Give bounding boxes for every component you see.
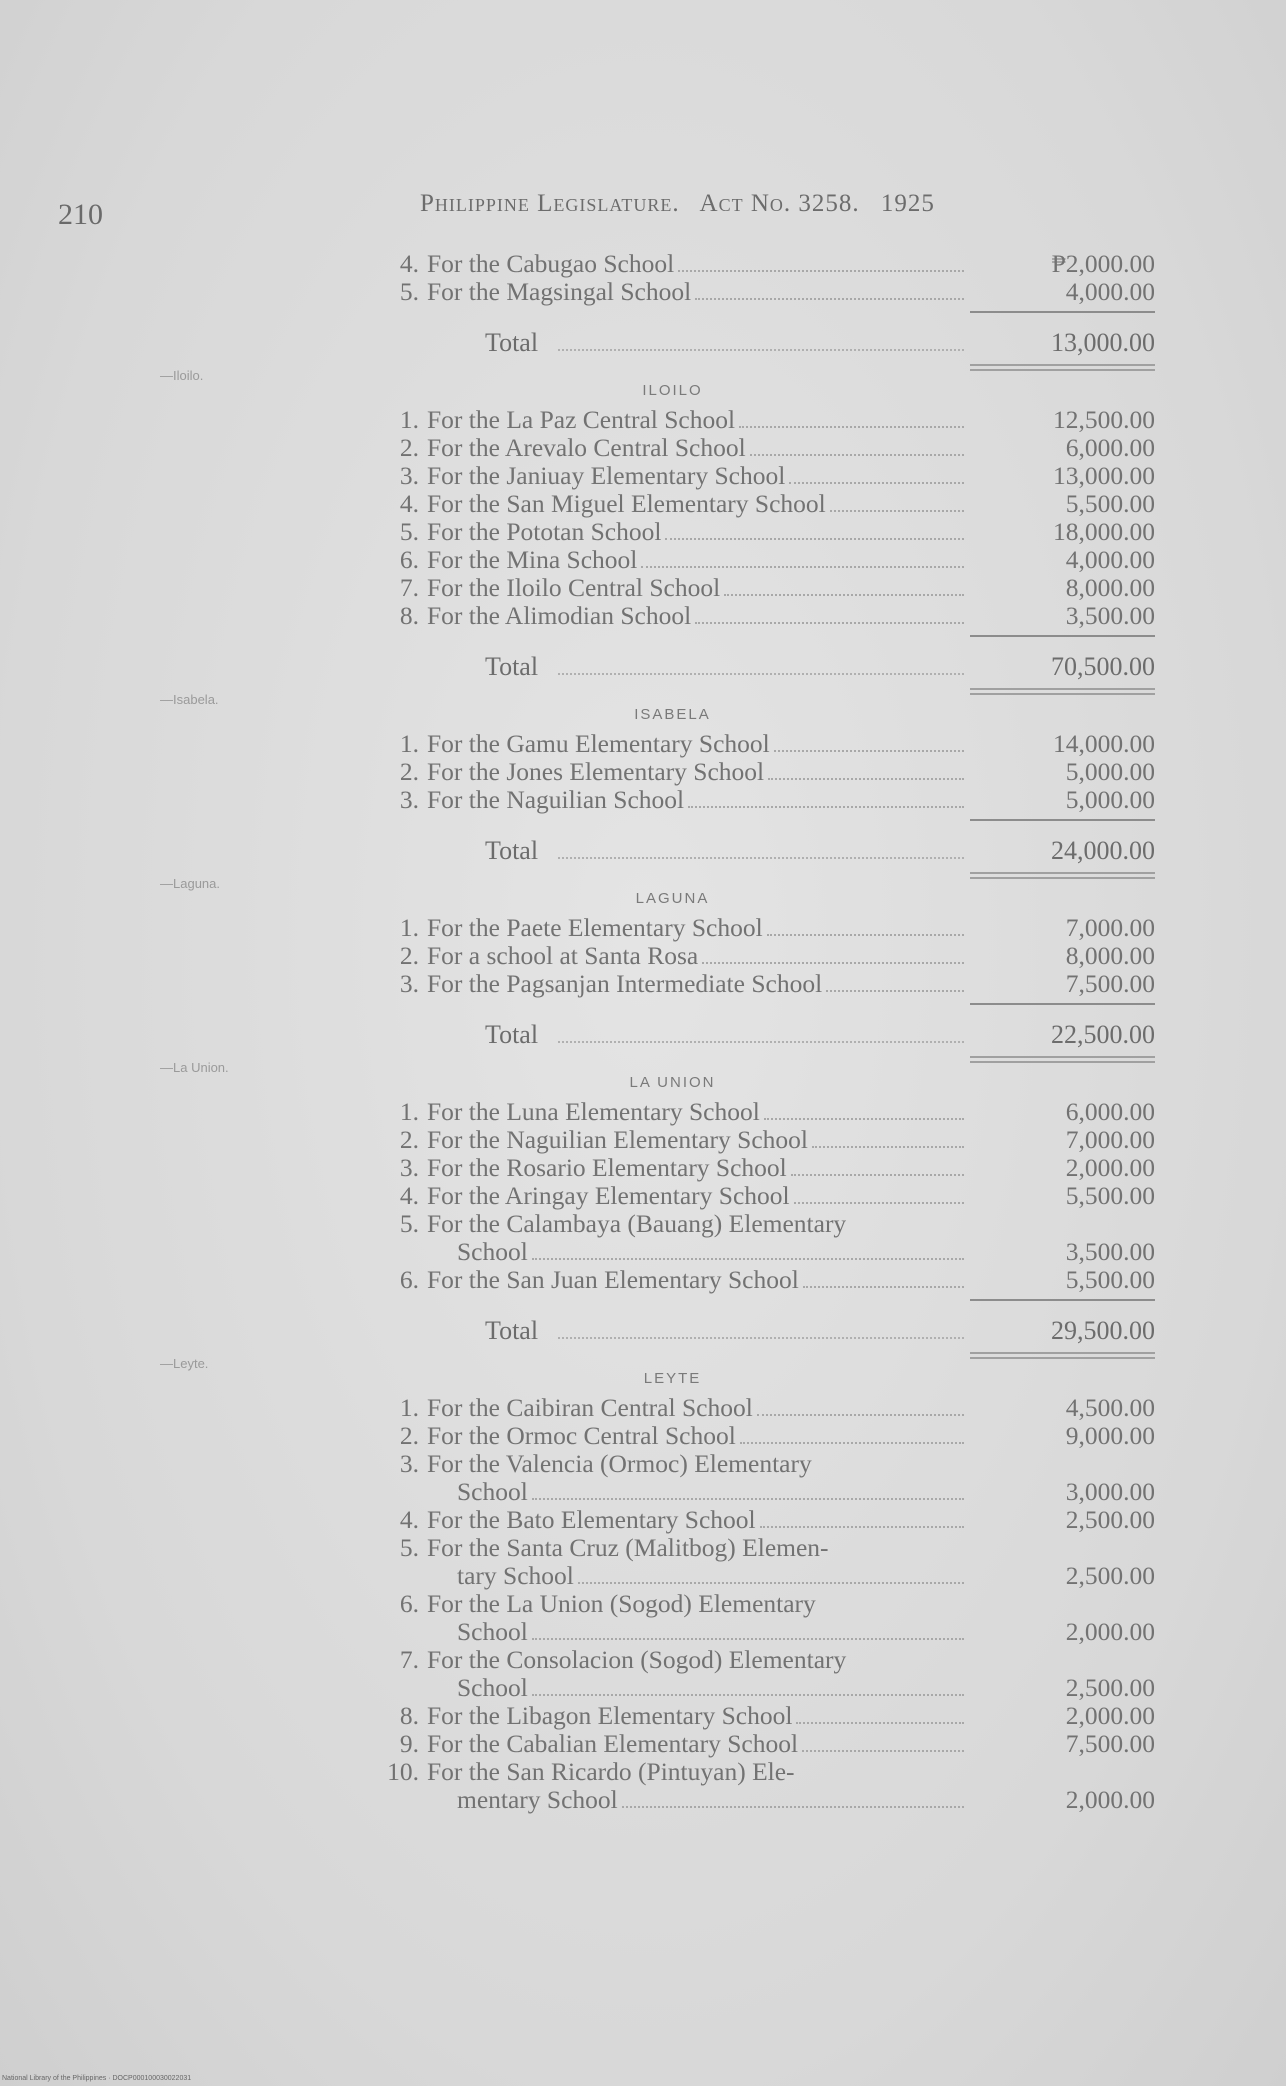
leader-dots bbox=[688, 805, 964, 808]
margin-note: —La Union. bbox=[160, 1060, 229, 1075]
leader-dots bbox=[578, 1581, 964, 1584]
item-line-wrap bbox=[375, 1450, 812, 1478]
item-amount: 4,500.00 bbox=[1065, 1393, 1155, 1422]
double-rule bbox=[375, 866, 1155, 884]
item-label bbox=[375, 1182, 970, 1210]
leader-dots bbox=[802, 1749, 964, 1752]
list-item bbox=[375, 518, 1155, 546]
list-item bbox=[375, 434, 1155, 462]
item-text-continued: School bbox=[457, 1617, 528, 1646]
item-label bbox=[375, 970, 970, 998]
total-amount: 70,500.00 bbox=[1051, 652, 1155, 681]
double-rule-line bbox=[970, 872, 1155, 879]
item-number: 2. bbox=[399, 757, 419, 786]
leader-dots bbox=[622, 1805, 964, 1808]
item-line-wrap bbox=[375, 1646, 846, 1674]
item-line bbox=[375, 1210, 970, 1238]
leader-dots bbox=[558, 1337, 964, 1339]
item-number: 5. bbox=[399, 1533, 419, 1562]
item-text: For the Ormoc Central School bbox=[427, 1421, 736, 1450]
item-amount: 3,500.00 bbox=[1065, 1237, 1155, 1266]
double-rule bbox=[375, 682, 1155, 700]
item-text: For the Mina School bbox=[427, 545, 638, 574]
sum-rule bbox=[375, 1294, 1155, 1306]
item-number: 6. bbox=[399, 1589, 419, 1618]
sum-rule bbox=[375, 814, 1155, 826]
section-heading: LEYTE bbox=[643, 1370, 702, 1387]
item-text: For the Naguilian School bbox=[427, 785, 685, 814]
section-heading: ILOILO bbox=[642, 382, 703, 399]
item-amount: 7,500.00 bbox=[1065, 969, 1155, 998]
item-text: For the Luna Elementary School bbox=[427, 1097, 760, 1126]
item-text: For the Valencia (Ormoc) Elementary bbox=[427, 1449, 812, 1478]
item-text: For the Pagsanjan Intermediate School bbox=[427, 969, 823, 998]
sum-rule bbox=[375, 998, 1155, 1010]
leader-dots bbox=[789, 481, 964, 484]
running-head bbox=[420, 190, 949, 218]
item-amount: 4,000.00 bbox=[1065, 545, 1155, 574]
item-text: For the San Juan Elementary School bbox=[427, 1265, 799, 1294]
leader-dots bbox=[558, 857, 964, 859]
item-number: 10. bbox=[387, 1757, 419, 1786]
item-number: 1. bbox=[399, 1097, 419, 1126]
item-line-wrap bbox=[375, 1210, 846, 1238]
item-line-wrap bbox=[375, 1534, 829, 1562]
leader-dots bbox=[665, 537, 964, 540]
item-amount: 2,500.00 bbox=[1065, 1505, 1155, 1534]
list-item bbox=[375, 786, 1155, 814]
total-label: Total bbox=[485, 328, 539, 357]
item-number: 1. bbox=[399, 405, 419, 434]
item-label bbox=[375, 730, 970, 758]
item-number: 5. bbox=[399, 277, 419, 306]
list-item bbox=[375, 490, 1155, 518]
total-label-wrap bbox=[375, 1316, 970, 1346]
item-label bbox=[375, 1394, 970, 1422]
item-text: For the La Union (Sogod) Elementary bbox=[427, 1589, 816, 1618]
item-label bbox=[375, 1590, 970, 1646]
total-label: Total bbox=[485, 836, 539, 865]
leader-dots bbox=[558, 349, 964, 351]
item-line-continued bbox=[375, 1562, 970, 1590]
leader-dots bbox=[768, 777, 964, 780]
margin-note: —Iloilo. bbox=[160, 368, 204, 383]
margin-note: —Isabela. bbox=[160, 692, 219, 707]
leader-dots bbox=[796, 1721, 964, 1724]
list-item bbox=[375, 1702, 1155, 1730]
leader-dots bbox=[740, 1441, 964, 1444]
item-amount: 5,500.00 bbox=[1065, 1265, 1155, 1294]
item-number: 3. bbox=[399, 1449, 419, 1478]
leader-dots bbox=[767, 933, 964, 936]
list-item bbox=[375, 546, 1155, 574]
item-number: 7. bbox=[399, 573, 419, 602]
item-number: 3. bbox=[399, 785, 419, 814]
double-rule bbox=[375, 1050, 1155, 1068]
item-number: 3. bbox=[399, 969, 419, 998]
sum-rule bbox=[375, 630, 1155, 642]
total-amount: 22,500.00 bbox=[1051, 1020, 1155, 1049]
list-item bbox=[375, 1590, 1155, 1646]
item-amount: 2,500.00 bbox=[1065, 1673, 1155, 1702]
running-head-act: Act No. 3258. bbox=[699, 190, 860, 217]
total-label: Total bbox=[485, 1316, 539, 1345]
leader-dots bbox=[702, 961, 964, 964]
list-item bbox=[375, 1098, 1155, 1126]
double-rule-line bbox=[970, 364, 1155, 371]
item-text: For the San Ricardo (Pintuyan) Ele- bbox=[427, 1757, 795, 1786]
item-amount: 12,500.00 bbox=[1053, 405, 1155, 434]
leader-dots bbox=[830, 509, 964, 512]
list-item bbox=[375, 942, 1155, 970]
item-amount: 5,000.00 bbox=[1065, 785, 1155, 814]
item-number: 2. bbox=[399, 433, 419, 462]
item-line bbox=[375, 1450, 970, 1478]
list-item bbox=[375, 406, 1155, 434]
item-text: For a school at Santa Rosa bbox=[427, 941, 699, 970]
item-label bbox=[375, 1098, 970, 1126]
item-amount: 4,000.00 bbox=[1065, 277, 1155, 306]
list-item bbox=[375, 462, 1155, 490]
footer-credit: National Library of the Philippines · DOCP000100030022031 bbox=[2, 2075, 192, 2082]
list-item bbox=[375, 278, 1155, 306]
item-label bbox=[375, 406, 970, 434]
total-label: Total bbox=[485, 1020, 539, 1049]
item-amount: 7,000.00 bbox=[1065, 913, 1155, 942]
item-number: 5. bbox=[399, 1209, 419, 1238]
margin-note: —Laguna. bbox=[160, 876, 220, 891]
item-label bbox=[375, 462, 970, 490]
item-line bbox=[375, 1534, 970, 1562]
province-section bbox=[375, 700, 1155, 884]
leader-dots bbox=[791, 1173, 964, 1176]
item-label bbox=[375, 250, 970, 278]
item-number: 3. bbox=[399, 461, 419, 490]
item-text: For the Pototan School bbox=[427, 517, 662, 546]
item-amount: 5,500.00 bbox=[1065, 489, 1155, 518]
item-label bbox=[375, 1266, 970, 1294]
item-amount: 6,000.00 bbox=[1065, 1097, 1155, 1126]
item-text: For the Magsingal School bbox=[427, 277, 692, 306]
item-text: For the Iloilo Central School bbox=[427, 573, 721, 602]
item-amount: 3,500.00 bbox=[1065, 601, 1155, 630]
list-item bbox=[375, 1154, 1155, 1182]
item-label bbox=[375, 1646, 970, 1702]
item-number: 8. bbox=[399, 1701, 419, 1730]
leader-dots bbox=[750, 453, 964, 456]
list-item bbox=[375, 1534, 1155, 1590]
item-line-continued bbox=[375, 1478, 970, 1506]
item-text: For the Cabugao School bbox=[427, 249, 675, 278]
item-number: 7. bbox=[399, 1645, 419, 1674]
total-row bbox=[375, 826, 1155, 866]
item-text-continued: tary School bbox=[457, 1561, 574, 1590]
item-label bbox=[375, 914, 970, 942]
item-amount: 7,000.00 bbox=[1065, 1125, 1155, 1154]
item-text: For the Aringay Elementary School bbox=[427, 1181, 790, 1210]
item-text: For the Arevalo Central School bbox=[427, 433, 746, 462]
item-amount: 6,000.00 bbox=[1065, 433, 1155, 462]
item-label bbox=[375, 942, 970, 970]
list-item bbox=[375, 1182, 1155, 1210]
item-number: 8. bbox=[399, 601, 419, 630]
item-amount: 2,000.00 bbox=[1065, 1701, 1155, 1730]
item-text: For the Alimodian School bbox=[427, 601, 692, 630]
total-amount: 13,000.00 bbox=[1051, 328, 1155, 357]
leader-dots bbox=[760, 1525, 964, 1528]
item-amount: 5,000.00 bbox=[1065, 757, 1155, 786]
item-label bbox=[375, 546, 970, 574]
leader-dots bbox=[558, 673, 964, 675]
double-rule bbox=[375, 1346, 1155, 1364]
margin-note: —Leyte. bbox=[160, 1356, 209, 1371]
item-label bbox=[375, 1154, 970, 1182]
item-text: For the Calambaya (Bauang) Elementary bbox=[427, 1209, 847, 1238]
total-label-wrap bbox=[375, 1020, 970, 1050]
leader-dots bbox=[695, 621, 964, 624]
total-label: Total bbox=[485, 652, 539, 681]
total-amount: 29,500.00 bbox=[1051, 1316, 1155, 1345]
item-text: For the Paete Elementary School bbox=[427, 913, 763, 942]
section-heading: ISABELA bbox=[634, 706, 711, 723]
list-item bbox=[375, 1266, 1155, 1294]
running-head-year: 1925 bbox=[880, 190, 935, 217]
list-item bbox=[375, 602, 1155, 630]
rule-line bbox=[970, 819, 1155, 821]
double-rule-line bbox=[970, 1056, 1155, 1063]
item-amount: 2,000.00 bbox=[1065, 1785, 1155, 1814]
leader-dots bbox=[774, 749, 964, 752]
leader-dots bbox=[532, 1497, 964, 1500]
list-item bbox=[375, 1422, 1155, 1450]
item-amount: 8,000.00 bbox=[1065, 941, 1155, 970]
leader-dots bbox=[641, 565, 964, 568]
item-label bbox=[375, 278, 970, 306]
item-amount: 5,500.00 bbox=[1065, 1181, 1155, 1210]
item-line bbox=[375, 1758, 970, 1786]
item-amount: 14,000.00 bbox=[1053, 729, 1155, 758]
list-item bbox=[375, 730, 1155, 758]
list-item bbox=[375, 1126, 1155, 1154]
list-item bbox=[375, 1730, 1155, 1758]
leader-dots bbox=[826, 989, 964, 992]
list-item bbox=[375, 914, 1155, 942]
province-section bbox=[375, 1364, 1155, 1814]
item-line-wrap bbox=[375, 1758, 795, 1786]
section-heading: LAGUNA bbox=[635, 890, 710, 907]
item-number: 2. bbox=[399, 1421, 419, 1450]
item-text-continued: School bbox=[457, 1237, 528, 1266]
item-label bbox=[375, 786, 970, 814]
leader-dots bbox=[678, 269, 964, 272]
list-item bbox=[375, 1646, 1155, 1702]
item-number: 5. bbox=[399, 517, 419, 546]
item-label bbox=[375, 1126, 970, 1154]
item-number: 4. bbox=[399, 249, 419, 278]
item-label bbox=[375, 434, 970, 462]
item-number: 3. bbox=[399, 1153, 419, 1182]
item-label bbox=[375, 1450, 970, 1506]
leader-dots bbox=[739, 425, 964, 428]
item-amount: 2,000.00 bbox=[1065, 1153, 1155, 1182]
list-item bbox=[375, 1506, 1155, 1534]
item-text: For the Jones Elementary School bbox=[427, 757, 765, 786]
item-label bbox=[375, 518, 970, 546]
list-item bbox=[375, 1394, 1155, 1422]
leader-dots bbox=[803, 1285, 964, 1288]
appropriation-list bbox=[375, 250, 1155, 1814]
item-label bbox=[375, 602, 970, 630]
total-label-wrap bbox=[375, 328, 970, 358]
item-amount: 9,000.00 bbox=[1065, 1421, 1155, 1450]
province-section bbox=[375, 376, 1155, 700]
item-text: For the San Miguel Elementary School bbox=[427, 489, 826, 518]
item-label bbox=[375, 1422, 970, 1450]
list-item bbox=[375, 1450, 1155, 1506]
list-item bbox=[375, 758, 1155, 786]
list-item bbox=[375, 250, 1155, 278]
item-text-continued: School bbox=[457, 1673, 528, 1702]
double-rule-line bbox=[970, 688, 1155, 695]
item-text: For the Naguilian Elementary School bbox=[427, 1125, 808, 1154]
item-number: 1. bbox=[399, 729, 419, 758]
item-number: 4. bbox=[399, 1505, 419, 1534]
item-text: For the Cabalian Elementary School bbox=[427, 1729, 799, 1758]
total-row bbox=[375, 1306, 1155, 1346]
item-line-continued bbox=[375, 1786, 970, 1814]
total-label-wrap bbox=[375, 836, 970, 866]
item-label bbox=[375, 1210, 970, 1266]
double-rule-line bbox=[970, 1352, 1155, 1359]
rule-line bbox=[970, 311, 1155, 313]
item-amount: 2,500.00 bbox=[1065, 1561, 1155, 1590]
item-number: 9. bbox=[399, 1729, 419, 1758]
item-line bbox=[375, 1646, 970, 1674]
page-number: 210 bbox=[58, 198, 103, 231]
item-text: For the Rosario Elementary School bbox=[427, 1153, 787, 1182]
item-text: For the Santa Cruz (Malitbog) Elemen- bbox=[427, 1533, 829, 1562]
item-text: For the Libagon Elementary School bbox=[427, 1701, 793, 1730]
rule-line bbox=[970, 635, 1155, 637]
item-text: For the Consolacion (Sogod) Elementary bbox=[427, 1645, 847, 1674]
item-line-continued bbox=[375, 1238, 970, 1266]
item-text-continued: School bbox=[457, 1477, 528, 1506]
item-amount: ₱2,000.00 bbox=[1051, 249, 1155, 278]
double-rule bbox=[375, 358, 1155, 376]
item-text: For the Caibiran Central School bbox=[427, 1393, 753, 1422]
leader-dots bbox=[794, 1201, 964, 1204]
item-label bbox=[375, 758, 970, 786]
item-number: 6. bbox=[399, 545, 419, 574]
item-text: For the Gamu Elementary School bbox=[427, 729, 770, 758]
item-label bbox=[375, 1506, 970, 1534]
leader-dots bbox=[532, 1637, 964, 1640]
leader-dots bbox=[812, 1145, 964, 1148]
item-amount: 13,000.00 bbox=[1053, 461, 1155, 490]
item-amount: 18,000.00 bbox=[1053, 517, 1155, 546]
list-item bbox=[375, 1210, 1155, 1266]
list-item bbox=[375, 1758, 1155, 1814]
item-amount: 2,000.00 bbox=[1065, 1617, 1155, 1646]
total-row bbox=[375, 1010, 1155, 1050]
item-amount: 7,500.00 bbox=[1065, 1729, 1155, 1758]
item-number: 1. bbox=[399, 1393, 419, 1422]
leader-dots bbox=[757, 1413, 964, 1416]
item-label bbox=[375, 1730, 970, 1758]
item-label bbox=[375, 1702, 970, 1730]
leader-dots bbox=[532, 1693, 964, 1696]
item-label bbox=[375, 1534, 970, 1590]
running-head-title: Philippine Legislature. bbox=[420, 190, 680, 217]
item-line bbox=[375, 1590, 970, 1618]
rule-line bbox=[970, 1003, 1155, 1005]
province-section bbox=[375, 1068, 1155, 1364]
item-number: 4. bbox=[399, 489, 419, 518]
item-line-continued bbox=[375, 1618, 970, 1646]
leader-dots bbox=[558, 1041, 964, 1043]
province-section bbox=[375, 884, 1155, 1068]
item-label bbox=[375, 1758, 970, 1814]
total-label-wrap bbox=[375, 652, 970, 682]
item-amount: 3,000.00 bbox=[1065, 1477, 1155, 1506]
item-text-continued: mentary School bbox=[457, 1785, 618, 1814]
list-item bbox=[375, 574, 1155, 602]
section-heading: LA UNION bbox=[629, 1074, 716, 1091]
leader-dots bbox=[724, 593, 964, 596]
item-number: 2. bbox=[399, 1125, 419, 1154]
item-number: 1. bbox=[399, 913, 419, 942]
total-row bbox=[375, 318, 1155, 358]
item-number: 2. bbox=[399, 941, 419, 970]
leader-dots bbox=[532, 1257, 964, 1260]
leader-dots bbox=[695, 297, 964, 300]
item-label bbox=[375, 490, 970, 518]
leader-dots bbox=[764, 1117, 964, 1120]
item-number: 4. bbox=[399, 1181, 419, 1210]
sum-rule bbox=[375, 306, 1155, 318]
item-text: For the Janiuay Elementary School bbox=[427, 461, 786, 490]
item-line-wrap bbox=[375, 1590, 816, 1618]
total-amount: 24,000.00 bbox=[1051, 836, 1155, 865]
list-item bbox=[375, 970, 1155, 998]
item-amount: 8,000.00 bbox=[1065, 573, 1155, 602]
item-number: 6. bbox=[399, 1265, 419, 1294]
total-row bbox=[375, 642, 1155, 682]
item-line-continued bbox=[375, 1674, 970, 1702]
item-text: For the La Paz Central School bbox=[427, 405, 736, 434]
rule-line bbox=[970, 1299, 1155, 1301]
item-text: For the Bato Elementary School bbox=[427, 1505, 756, 1534]
item-label bbox=[375, 574, 970, 602]
